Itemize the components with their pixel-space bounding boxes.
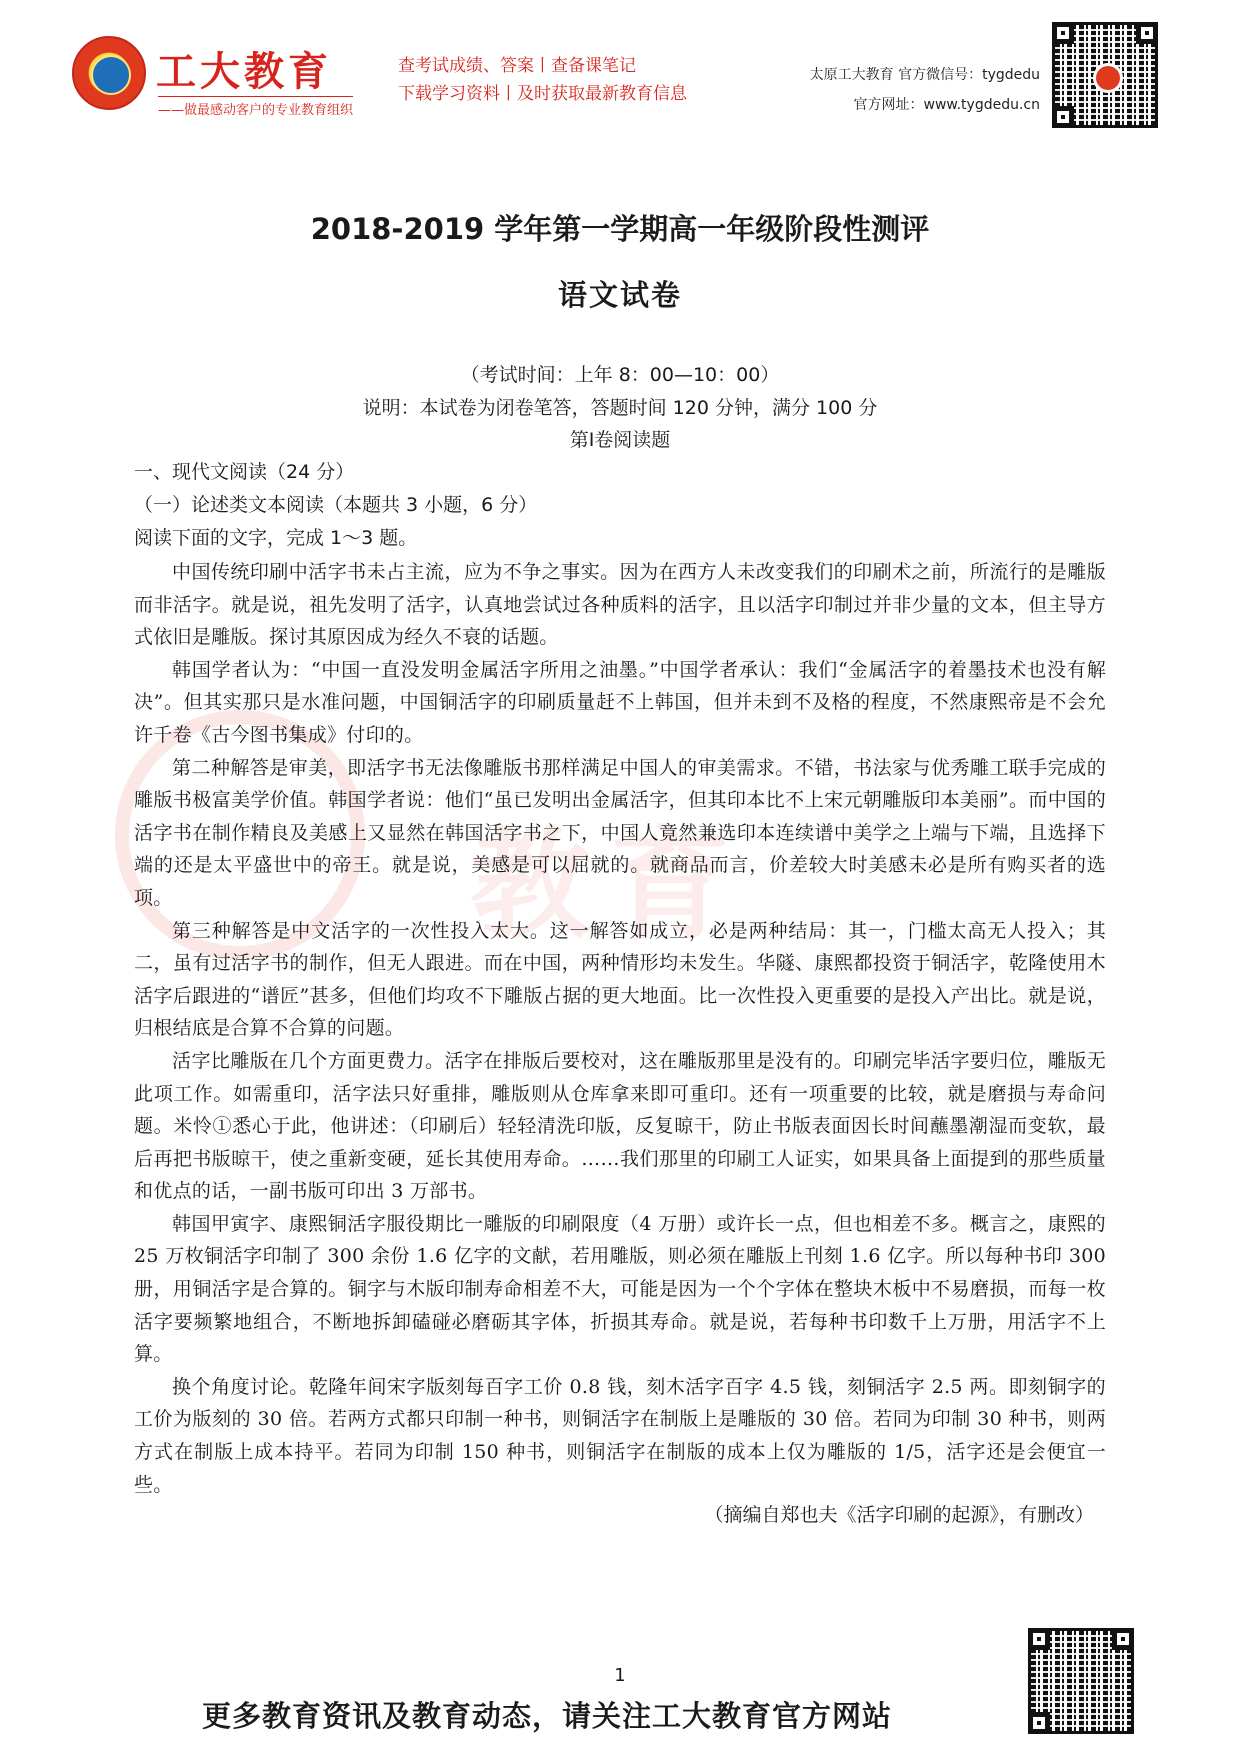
- article-source: （摘编自郑也夫《活字印刷的起源》，有删改）: [704, 1504, 1094, 1526]
- contact-info: [760, 60, 1040, 120]
- article-paragraph: 换个角度讨论。乾隆年间宋字版刻每百字工价 0.8 钱，刻木活字百字 4.5 钱，刻铜活字 2.5 两。即刻铜字的工价为版刻的 30 倍。若两方式都只印制一种书，则铜活字在制版上是雕版的 30 倍。若同为印制 30 种书，则两方式在制版上成本持平。若同为印制 150 种书，则铜活字在制版的成本上仅为雕版的 1/5，活字还是会便宜一些。: [134, 1375, 1106, 1496]
- exam-instruction: 说明：本试卷为闭卷笔答，答题时间 120 分钟，满分 100 分: [362, 397, 878, 419]
- article-paragraph: 中国传统印刷中活字书未占主流，应为不争之事实。因为在西方人未改变我们的印刷术之前，所流行的是雕版而非活字。就是说，祖先发明了活字，认真地尝试过各种质料的活字，且以活字印制过并非少量的文本，但主导方式依旧是雕版。探讨其原因成为经久不衰的话题。: [134, 561, 1106, 649]
- exam-title: 2018-2019 学年第一学期高一年级阶段性测评: [310, 212, 930, 246]
- watermark-text: 教育: [470, 817, 750, 956]
- page-number: 1: [614, 1665, 626, 1686]
- subsection-heading: （一）论述类文本阅读（本题共 3 小题，6 分）: [134, 494, 538, 516]
- reading-directive: 阅读下面的文字，完成 1～3 题。: [134, 527, 418, 549]
- article-paragraph: 韩国学者认为：“中国一直没发明金属活字所用之油墨。”中国学者承认：我们“金属活字的着墨技术也没有解决”。但其实那只是水准问题，中国铜活字的印刷质量赶不上韩国，但并未到不及格的程度，不然康熙帝是不会允许千卷《古今图书集成》付印的。: [134, 658, 1106, 746]
- footer-note: 更多教育资讯及教育动态，请关注工大教育官方网站: [202, 1699, 893, 1733]
- article-paragraph: 韩国甲寅字、康熙铜活字服役期比一雕版的印刷限度（4 万册）或许长一点，但也相差不多。概言之，康熙的 25 万枚铜活字印制了 300 余份 1.6 亿字的文献，若用雕版，则必须在雕版上刊刻 1.6 亿字。所以每种书印 300 册，用铜活字是合算的。铜字与木版印制寿命相差不大，可能是因为一个个字体在整块木板中不易磨损，而每一枚活字要频繁地组合，不断地拆卸磕碰必磨砺其字体，折损其寿命。就是说，若每种书印数千上万册，用活字不上算。: [134, 1212, 1106, 1366]
- exam-time: （考试时间：上年 8：00—10：00）: [460, 364, 780, 386]
- exam-volume: 第Ⅰ卷阅读题: [569, 429, 671, 451]
- article-paragraph: 第二种解答是审美，即活字书无法像雕版书那样满足中国人的审美需求。不错，书法家与优秀雕工联手完成的雕版书极富美学价值。韩国学者说：他们“虽已发明出金属活字，但其印本比不上宋元朝雕版印本美丽”。而中国的活字书在制作精良及美感上又显然在韩国活字书之下，中国人竟然兼选印本连续谱中美学之上端与下端，且选择下端的还是太平盛世中的帝王。就是说，美感是可以屈就的。就商品而言，价差较大时美感未必是所有购买者的选项。: [134, 756, 1106, 909]
- section-heading: 一、现代文阅读（24 分）: [134, 461, 355, 483]
- page-header: [0, 0, 1240, 130]
- promo-line-2: 下载学习资料丨及时获取最新教育信息: [398, 84, 687, 104]
- exam-subject: 语文试卷: [557, 278, 682, 312]
- promo-line-1: 查考试成绩、答案丨查备课笔记: [398, 56, 636, 76]
- brand-name: 工大教育: [156, 49, 332, 95]
- wechat-id: 太原工大教育 官方微信号：tygdedu: [809, 67, 1040, 83]
- article-paragraph: 活字比雕版在几个方面更费力。活字在排版后要校对，这在雕版那里是没有的。印刷完毕活字要归位，雕版无此项工作。如需重印，活字法只好重排，雕版则从仓库拿来即可重印。还有一项重要的比较，就是磨损与寿命问题。米怜①悉心于此，他讲述：（印刷后）轻轻清洗印版，反复晾干，防止书版表面因长时间蘸墨潮湿而变软，最后再把书版晾干，使之重新变硬，延长其使用寿命。……我们那里的印刷工人证实，如果具备上面提到的那些质量和优点的话，一副书版可印出 3 万部书。: [134, 1049, 1106, 1203]
- reading-article: [134, 556, 1106, 1501]
- qr-code-icon: [1052, 22, 1158, 128]
- brand-slogan: ——做最感动客户的专业教育组织: [158, 96, 353, 118]
- brand-logo-icon: [72, 36, 146, 110]
- website-url: 官方网址：www.tygdedu.cn: [853, 97, 1040, 113]
- article-paragraph: 第三种解答是中文活字的一次性投入太大。这一解答如成立，必是两种结局：其一，门槛太高无人投入；其二，虽有过活字书的制作，但无人跟进。而在中国，两种情形均未发生。华隧、康熙都投资于铜活字，乾隆使用木活字后跟进的“谱匠”甚多，但他们均攻不下雕版占据的更大地面。比一次性投入更重要的是投入产出比。就是说，归根结底是合算不合算的问题。: [134, 919, 1106, 1040]
- promo-text: [398, 52, 687, 108]
